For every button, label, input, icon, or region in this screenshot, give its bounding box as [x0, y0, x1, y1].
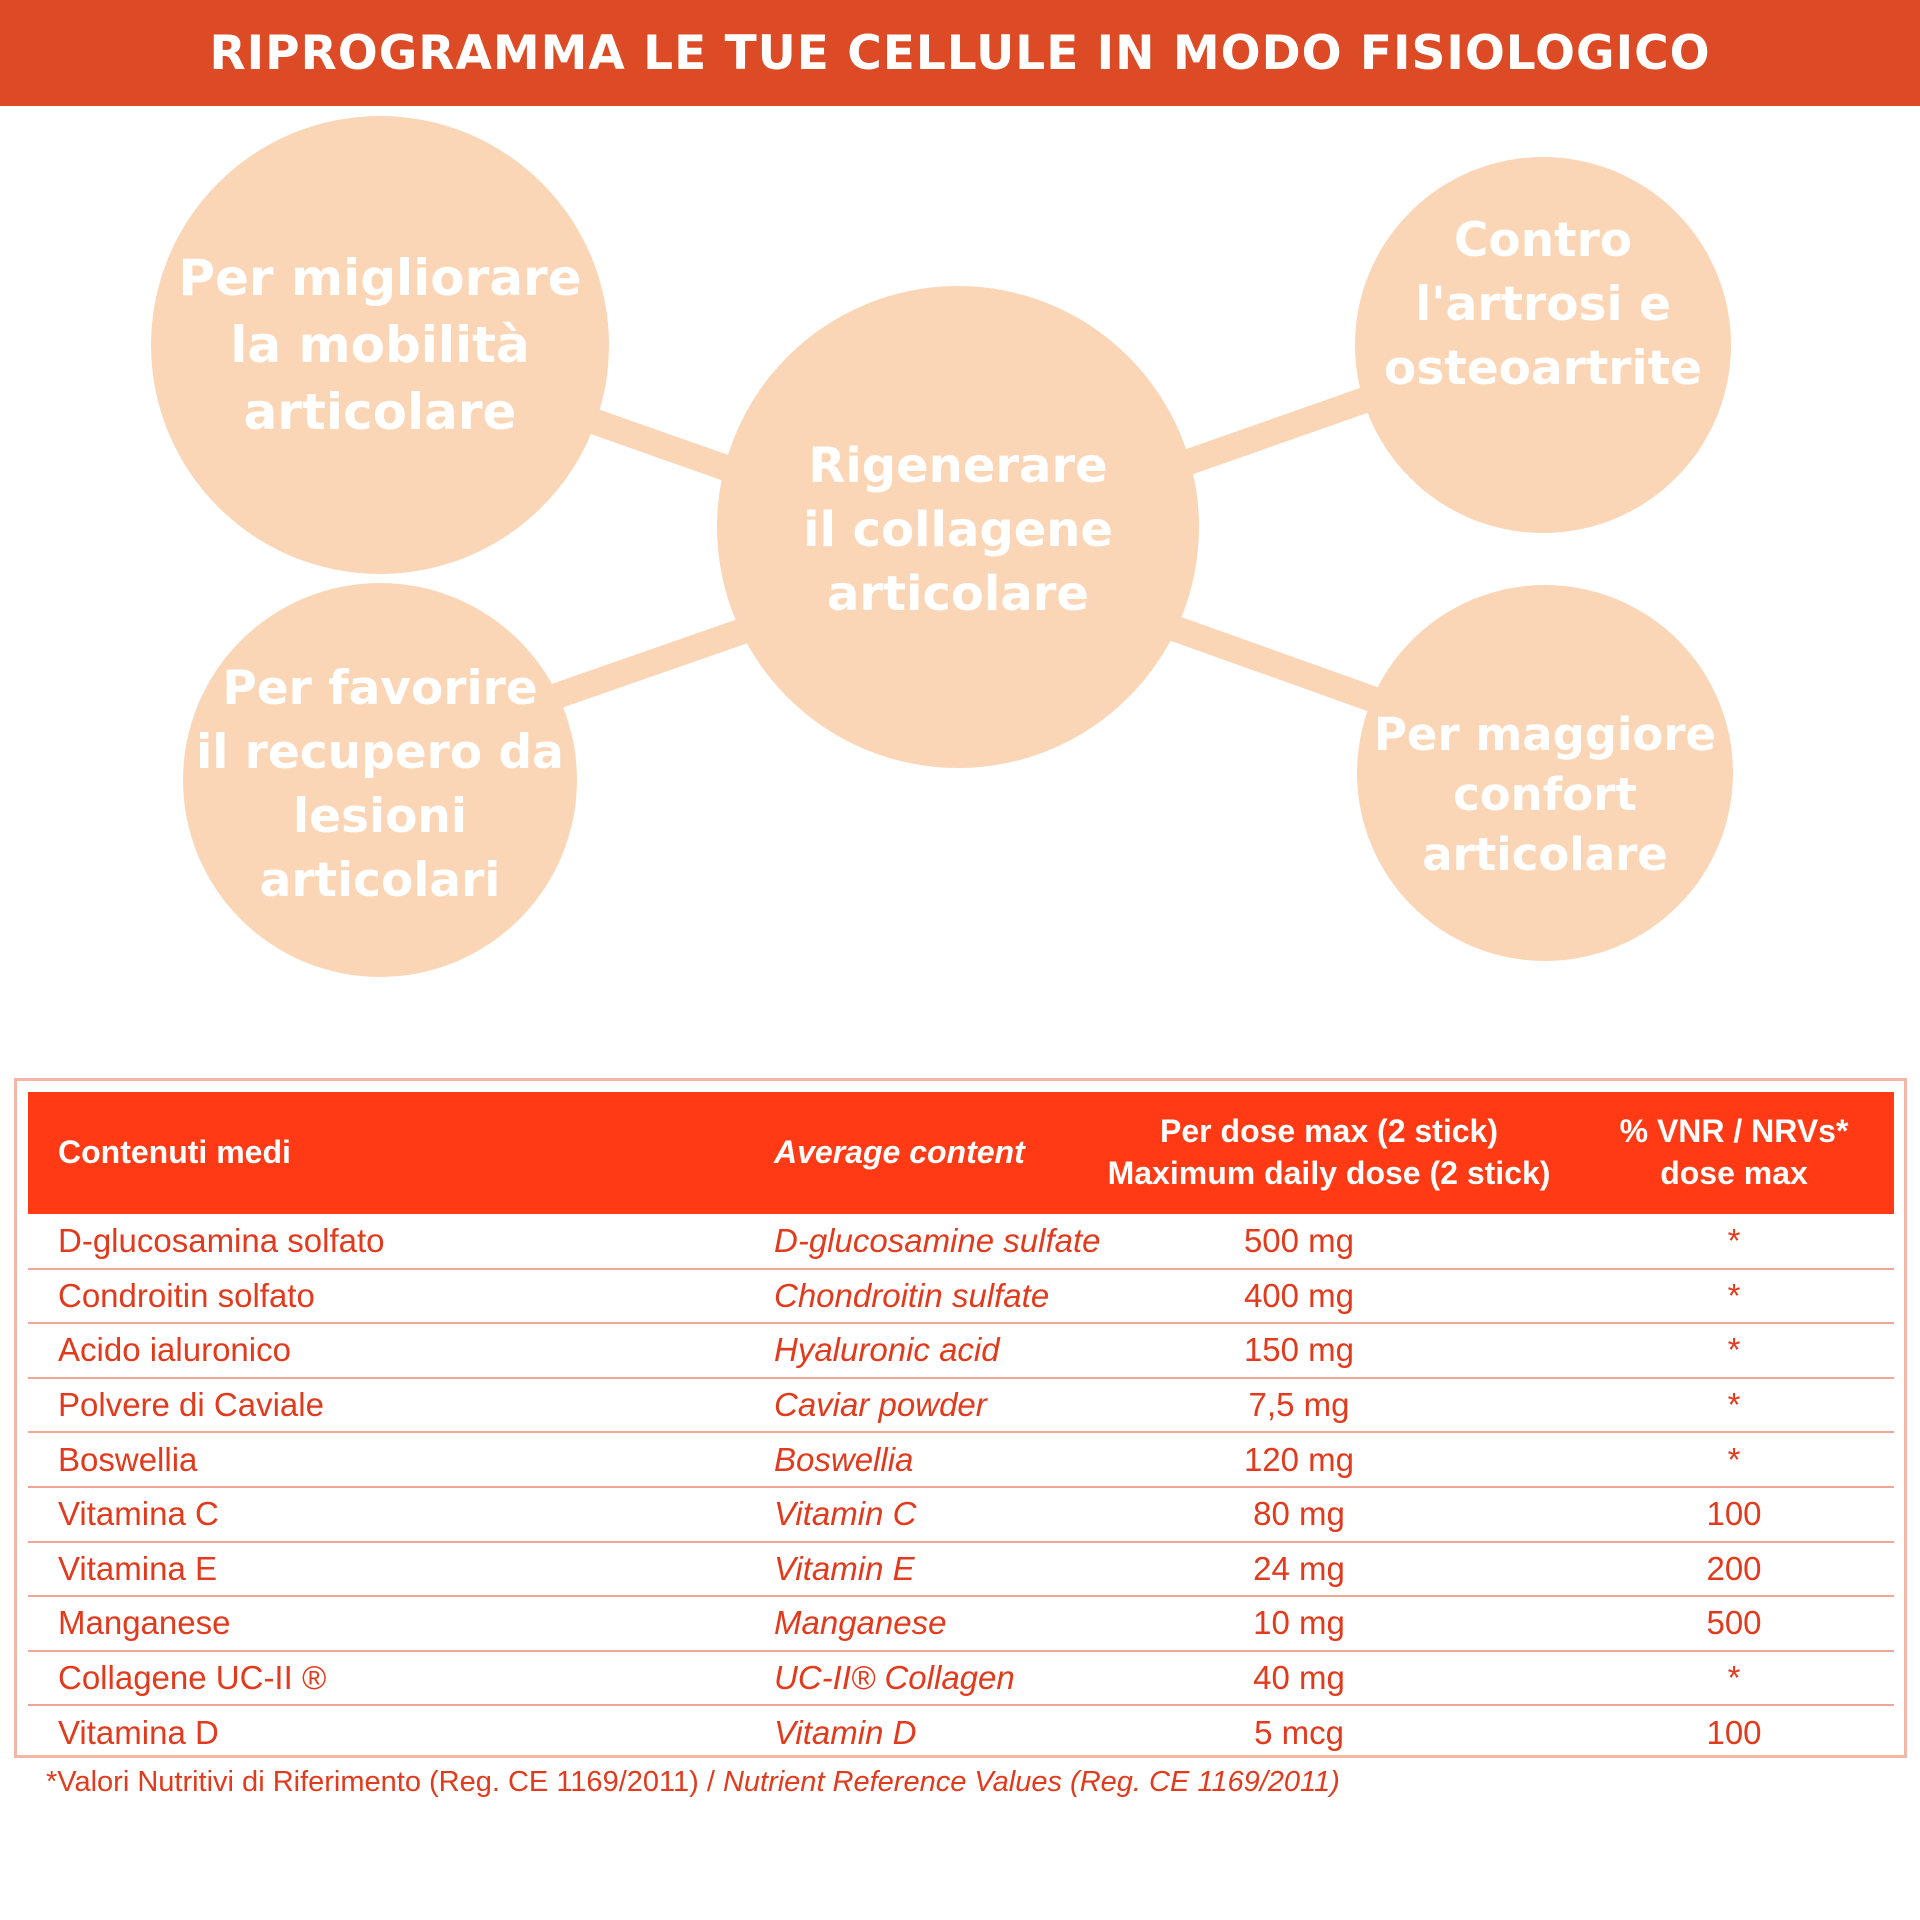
- cell-en: Vitamin E: [774, 1549, 915, 1587]
- cell-en: Vitamin C: [774, 1495, 917, 1533]
- table-row: [28, 1378, 1894, 1433]
- table-row: [28, 1542, 1894, 1597]
- cell-it: Collagene UC-II ®: [58, 1659, 327, 1697]
- bubble-line: confort: [1453, 768, 1637, 821]
- cell-it: Boswellia: [58, 1440, 198, 1478]
- cell-en: D-glucosamine sulfate: [774, 1221, 1101, 1259]
- cell-dose: 400 mg: [1243, 1276, 1355, 1314]
- footnote: [46, 1766, 1340, 1799]
- cell-en: Caviar powder: [774, 1386, 987, 1424]
- nutrition-table: [28, 1092, 1894, 1760]
- cell-it: Polvere di Caviale: [58, 1386, 324, 1424]
- cell-it: Vitamina E: [58, 1549, 217, 1587]
- cell-nrv: *: [1727, 1386, 1741, 1424]
- header-nrv-line2: dose max: [1660, 1155, 1808, 1191]
- bubble-line: Per favorire: [222, 661, 538, 716]
- bubble-text-bottom-right: [1372, 700, 1718, 890]
- cell-dose: 500 mg: [1243, 1221, 1355, 1259]
- header-average-content: [774, 1092, 1104, 1214]
- connector-top-right: [1180, 400, 1365, 465]
- cell-nrv: 100: [1706, 1714, 1762, 1752]
- table-row: [28, 1651, 1894, 1706]
- bubble-line: articolari: [259, 853, 501, 908]
- table-row: [28, 1323, 1894, 1378]
- header-contenuti-medi: Contenuti medi: [58, 1134, 291, 1171]
- cell-dose: 40 mg: [1253, 1659, 1345, 1697]
- bubble-line: Per maggiore: [1373, 708, 1717, 761]
- cell-it: Vitamina D: [58, 1714, 219, 1752]
- cell-dose: 120 mg: [1243, 1440, 1355, 1478]
- cell-en: UC-II® Collagen: [774, 1659, 1015, 1697]
- table-row: [28, 1596, 1894, 1651]
- cell-nrv: 500: [1706, 1604, 1762, 1642]
- bubble-line: la mobilità: [230, 315, 530, 374]
- cell-nrv: *: [1727, 1659, 1741, 1697]
- header-dose-it: Per dose max (2 stick): [1160, 1113, 1498, 1150]
- header-dose-en: Maximum daily dose (2 stick): [1107, 1155, 1551, 1191]
- bubble-line: articolare: [243, 382, 517, 441]
- bubble-line: il collagene: [803, 502, 1113, 558]
- cell-it: Acido ialuronico: [58, 1331, 291, 1369]
- bubble-text-top-left: [160, 230, 600, 460]
- cell-dose: 150 mg: [1243, 1331, 1355, 1369]
- table-header-row: [28, 1092, 1894, 1214]
- cell-dose: 10 mg: [1253, 1604, 1345, 1642]
- cell-nrv: *: [1727, 1221, 1741, 1259]
- header-dose: [1104, 1092, 1574, 1214]
- bubble-line: il recupero da: [196, 725, 564, 780]
- bubble-text-bottom-left: [180, 660, 580, 910]
- cell-en: Vitamin D: [774, 1714, 917, 1752]
- table-row: [28, 1269, 1894, 1324]
- bubble-line: l'artrosi e: [1415, 277, 1671, 332]
- cell-dose: 80 mg: [1253, 1495, 1345, 1533]
- cell-nrv: 100: [1706, 1495, 1762, 1533]
- cell-nrv: *: [1727, 1331, 1741, 1369]
- cell-dose: 24 mg: [1253, 1549, 1345, 1587]
- bubble-line: osteoartrite: [1384, 341, 1702, 396]
- bubble-text-center: [758, 430, 1158, 630]
- table-row: [28, 1432, 1894, 1487]
- cell-it: Condroitin solfato: [58, 1276, 315, 1314]
- cell-en: Chondroitin sulfate: [774, 1276, 1050, 1314]
- cell-en: Manganese: [774, 1604, 947, 1642]
- table-row: [28, 1705, 1894, 1760]
- bubble-line: articolare: [827, 566, 1089, 622]
- header-average-content-text: Average content: [774, 1134, 1025, 1171]
- cell-nrv: *: [1727, 1276, 1741, 1314]
- bubble-line: lesioni: [293, 789, 467, 844]
- cell-en: Hyaluronic acid: [774, 1331, 1000, 1369]
- cell-nrv: 200: [1706, 1549, 1762, 1587]
- page-title: RIPROGRAMMA LE TUE CELLULE IN MODO FISIOLOGICO: [209, 25, 1711, 81]
- footnote-en: Nutrient Reference Values (Reg. CE 1169/2011): [722, 1766, 1340, 1798]
- cell-it: Manganese: [58, 1604, 231, 1642]
- connector-bottom-right: [1165, 625, 1375, 700]
- cell-it: Vitamina C: [58, 1495, 219, 1533]
- bubble-line: Per migliorare: [178, 248, 582, 307]
- bubble-line: Rigenerare: [808, 438, 1108, 494]
- footnote-it: *Valori Nutritivi di Riferimento (Reg. CE 1169/2011) /: [46, 1766, 723, 1798]
- header-nrv-line1: % VNR / NRVs*: [1619, 1113, 1849, 1150]
- cell-en: Boswellia: [774, 1440, 914, 1478]
- bubble-text-top-right: [1370, 205, 1716, 405]
- table-row: [28, 1487, 1894, 1542]
- table-row: [28, 1214, 1894, 1269]
- cell-nrv: *: [1727, 1440, 1741, 1478]
- bubble-line: Contro: [1453, 213, 1633, 268]
- header-nrv: [1574, 1092, 1894, 1214]
- cell-it: D-glucosamina solfato: [58, 1221, 385, 1259]
- cell-dose: 7,5 mg: [1248, 1386, 1350, 1424]
- cell-dose: 5 mcg: [1254, 1714, 1344, 1752]
- bubble-line: articolare: [1422, 828, 1668, 881]
